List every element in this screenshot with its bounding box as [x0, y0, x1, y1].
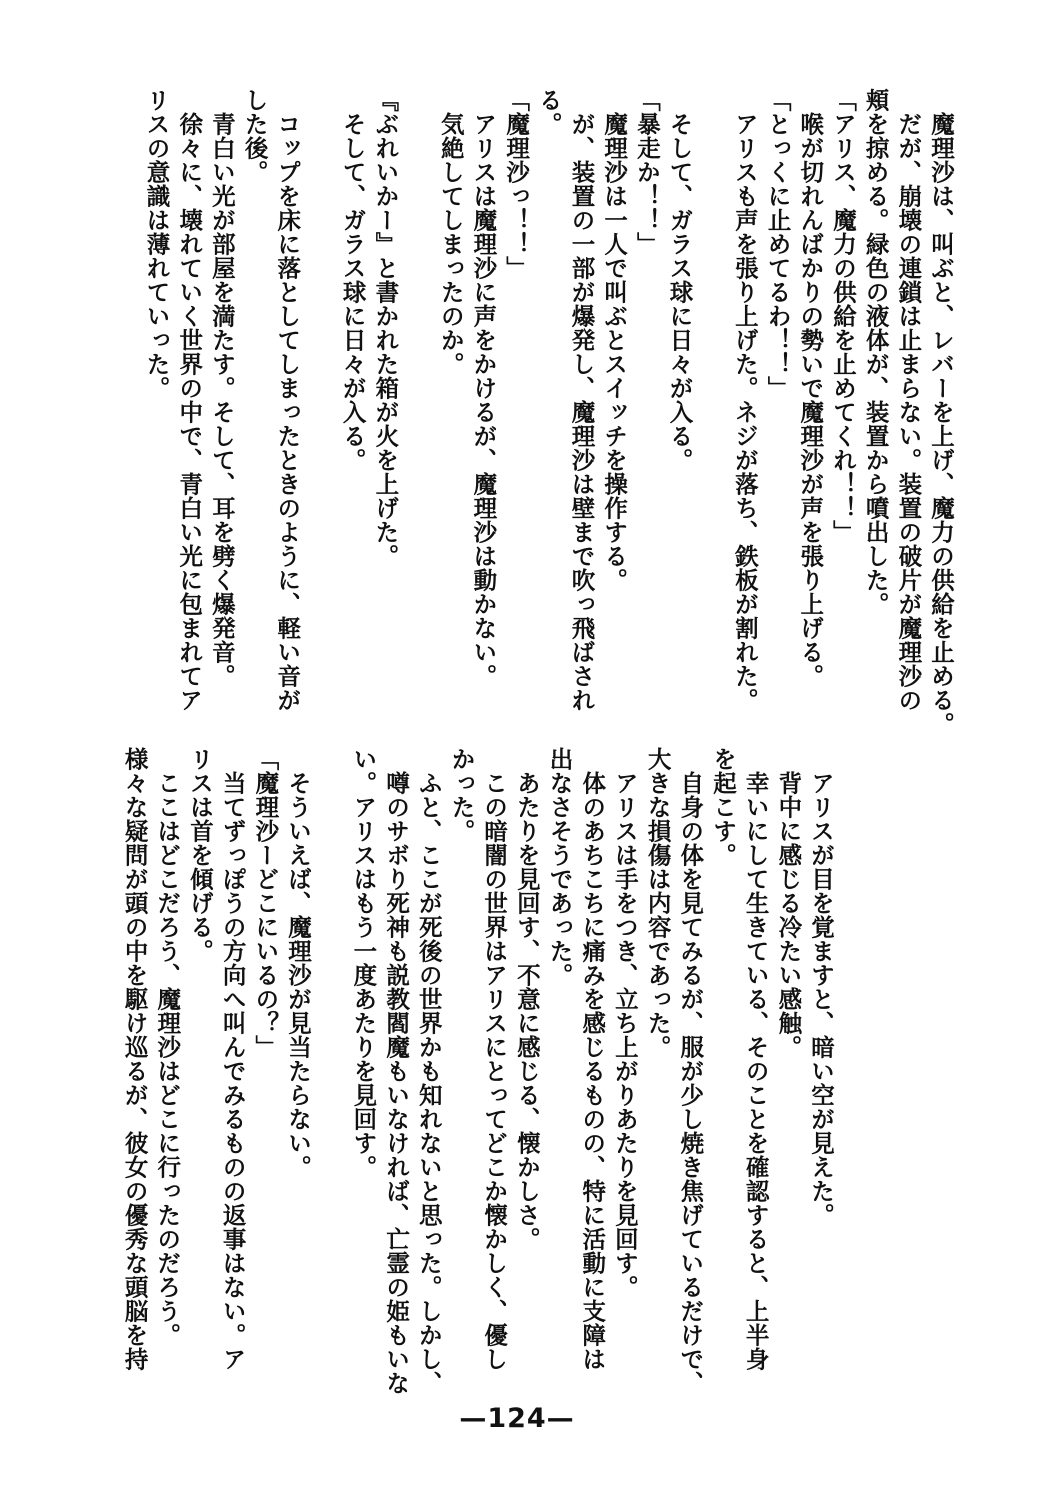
text-line: 青白い光が部屋を満たす。そして、耳を劈く爆発音。 [207, 88, 236, 688]
text-line: した後。 [240, 88, 269, 184]
text-line: 様々な疑問が頭の中を駆け巡るが、彼女の優秀な頭脳を持 [120, 747, 149, 1371]
text-line: リスの意識は薄れていった。 [142, 88, 171, 400]
text-line: 幸いにして生きている、そのことを確認すると、上半身 [741, 747, 770, 1371]
text-line: 魔理沙は一人で叫ぶとスイッチを操作する。 [600, 88, 629, 592]
text-line: 「アリス、魔力の供給を止めてくれ！！」 [828, 88, 857, 544]
text-line: 自身の体を見てみるが、服が少し焼き焦げているだけで、 [676, 747, 705, 1395]
text-line: 「とっくに止めてるわ！！」 [763, 88, 792, 400]
text-line: この暗闇の世界はアリスにとってどこか懐かしく、優し [480, 747, 509, 1371]
text-line: 背中に感じる冷たい感触。 [774, 747, 803, 1059]
text-line: アリスが目を覚ますと、暗い空が見えた。 [807, 747, 835, 1227]
text-line: る。 [534, 88, 563, 136]
bottom-text-block [118, 747, 837, 1399]
text-line: い。アリスはもう一度あたりを見回す。 [349, 747, 378, 1179]
text-line: かった。 [447, 747, 476, 843]
text-line: 噂のサボり死神も説教閻魔もいなければ、亡霊の姫もいな [382, 747, 411, 1395]
text-line: 出なさそうであった。 [545, 747, 574, 987]
text-line: ふと、ここが死後の世界かも知れないと思った。しかし、 [414, 747, 443, 1395]
text-line: そして、ガラス球に日々が入る。 [338, 88, 367, 472]
text-line [303, 88, 336, 744]
text-line: が、装置の一部が爆発し、魔理沙は壁まで吹っ飛ばされ [567, 88, 596, 712]
text-line: アリスは手をつき、立ち上がりあたりを見回す。 [610, 747, 639, 1299]
text-line: 魔理沙は、叫ぶと、レバーを上げ、魔力の供給を止める。 [927, 88, 955, 736]
text-line: 体のあちこちに痛みを感じるものの、特に活動に支障は [578, 747, 607, 1371]
text-line [696, 88, 729, 744]
text-line: 「魔理沙っ！！」 [502, 88, 531, 280]
text-line: 『ぶれいかー』と書かれた箱が火を上げた。 [371, 88, 400, 568]
text-line: コップを床に落としてしまったときのように、軽い音が [273, 88, 302, 712]
text-line: 喉が切れんばかりの勢いで魔理沙が声を張り上げる。 [796, 88, 825, 688]
text-line: 大きな損傷は内容であった。 [643, 747, 672, 1059]
text-line: ここはどこだろう、魔理沙はどこに行ったのだろう。 [153, 747, 182, 1347]
text-line: 気絶してしまったのか。 [436, 88, 465, 376]
text-line: 当てずっぽうの方向へ叫んでみるものの返事はない。ア [218, 747, 247, 1371]
page-number: —124— [459, 1403, 575, 1434]
text-line: そういえば、魔理沙が見当たらない。 [284, 747, 312, 1179]
text-line [401, 88, 434, 744]
text-line: アリスは魔理沙に声をかけるが、魔理沙は動かない。 [469, 88, 498, 688]
top-text-block [140, 88, 957, 744]
text-line: 「暴走か！！」 [632, 88, 661, 256]
text-line: 頬を掠める。緑色の液体が、装置から噴出した。 [861, 88, 890, 616]
text-line: リスは首を傾げる。 [185, 747, 214, 963]
text-line: 徐々に、壊れていく世界の中で、青白い光に包まれてア [175, 88, 204, 712]
text-line: だが、崩壊の連鎖は止まらない。装置の破片が魔理沙の [894, 88, 923, 712]
text-line: 「魔理沙ーどこにいるの？」 [251, 747, 280, 1059]
text-line: あたりを見回す、不意に感じる、懐かしさ。 [512, 747, 541, 1251]
text-line: を起こす。 [708, 747, 737, 867]
text-line: そして、ガラス球に日々が入る。 [665, 88, 694, 472]
text-line: アリスも声を張り上げた。ネジが落ち、鉄板が割れた。 [730, 88, 759, 712]
text-line [314, 747, 347, 1399]
